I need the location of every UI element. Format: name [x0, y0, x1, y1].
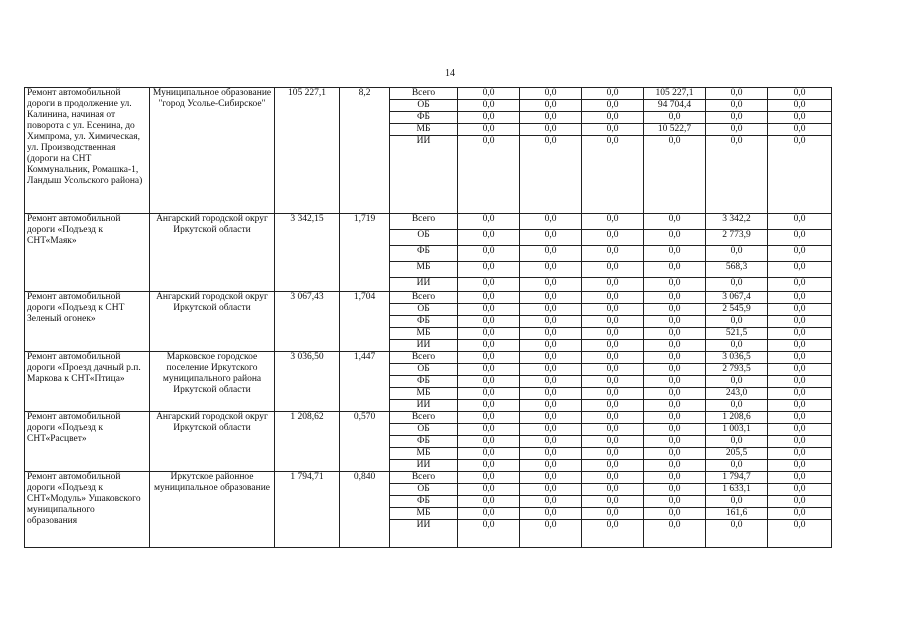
amount-cell: 0,0: [644, 316, 706, 328]
funding-source-label: МБ: [390, 124, 458, 136]
amount-cell: 0,0: [520, 508, 582, 520]
project-organization: Ангарский городской округ Иркутской области: [150, 412, 275, 472]
amount-cell: 0,0: [768, 340, 832, 352]
amount-cell: 0,0: [520, 100, 582, 112]
amount-cell: 0,0: [582, 136, 644, 214]
amount-cell: 0,0: [582, 124, 644, 136]
amount-cell: 0,0: [582, 376, 644, 388]
amount-cell: 0,0: [644, 460, 706, 472]
amount-cell: 0,0: [644, 508, 706, 520]
amount-cell: 0,0: [768, 424, 832, 436]
amount-cell: 0,0: [458, 352, 520, 364]
amount-cell: 0,0: [768, 124, 832, 136]
amount-cell: 0,0: [644, 484, 706, 496]
amount-cell: 0,0: [644, 472, 706, 484]
amount-cell: 0,0: [644, 112, 706, 124]
amount-cell: 0,0: [768, 136, 832, 214]
amount-cell: 0,0: [768, 484, 832, 496]
amount-cell: 0,0: [582, 278, 644, 292]
amount-cell: 0,0: [520, 388, 582, 400]
amount-cell: 0,0: [582, 388, 644, 400]
amount-cell: 0,0: [458, 376, 520, 388]
funding-table: [24, 87, 832, 548]
project-cost: 3 067,43: [275, 292, 340, 352]
amount-cell: 0,0: [768, 448, 832, 460]
funding-source-label: Всего: [390, 214, 458, 230]
amount-cell: 2 773,9: [706, 230, 768, 246]
funding-source-label: ИИ: [390, 340, 458, 352]
amount-cell: 0,0: [582, 292, 644, 304]
project-description: Ремонт автомобильной дороги «Проезд дачный р.п. Маркова к СНТ«Птица»: [25, 352, 150, 412]
amount-cell: 0,0: [458, 448, 520, 460]
project-organization: Иркутское районное муниципальное образование: [150, 472, 275, 548]
amount-cell: 0,0: [458, 230, 520, 246]
amount-cell: 0,0: [582, 520, 644, 548]
amount-cell: 0,0: [768, 304, 832, 316]
amount-cell: 0,0: [768, 292, 832, 304]
amount-cell: 0,0: [768, 376, 832, 388]
amount-cell: 0,0: [768, 328, 832, 340]
amount-cell: 521,5: [706, 328, 768, 340]
table-row: [25, 214, 832, 230]
amount-cell: 0,0: [582, 262, 644, 278]
amount-cell: 3 036,5: [706, 352, 768, 364]
amount-cell: 568,3: [706, 262, 768, 278]
amount-cell: 0,0: [644, 388, 706, 400]
amount-cell: 0,0: [520, 364, 582, 376]
amount-cell: 0,0: [520, 292, 582, 304]
funding-source-label: ФБ: [390, 316, 458, 328]
amount-cell: 0,0: [520, 214, 582, 230]
amount-cell: 0,0: [644, 246, 706, 262]
amount-cell: 0,0: [768, 520, 832, 548]
amount-cell: 3 342,2: [706, 214, 768, 230]
project-description: Ремонт автомобильной дороги в продолжение ул. Калинина, начиная от поворота с ул. Есенина, до Химпрома, ул. Химическая, ул. Производственная (дороги на СНТ Коммунальник, Ромашка-1, Ландыш Усольского района): [25, 88, 150, 214]
amount-cell: 0,0: [458, 112, 520, 124]
amount-cell: 0,0: [458, 316, 520, 328]
amount-cell: 0,0: [458, 100, 520, 112]
amount-cell: 0,0: [582, 112, 644, 124]
amount-cell: 0,0: [768, 508, 832, 520]
amount-cell: 0,0: [644, 230, 706, 246]
amount-cell: 0,0: [644, 436, 706, 448]
project-organization: Ангарский городской округ Иркутской области: [150, 292, 275, 352]
page-number: 14: [445, 68, 455, 79]
amount-cell: 2 793,5: [706, 364, 768, 376]
amount-cell: 0,0: [458, 214, 520, 230]
amount-cell: 0,0: [644, 400, 706, 412]
amount-cell: 0,0: [706, 496, 768, 508]
project-cost: 1 794,71: [275, 472, 340, 548]
amount-cell: 0,0: [644, 136, 706, 214]
funding-source-label: ИИ: [390, 460, 458, 472]
funding-source-label: МБ: [390, 388, 458, 400]
amount-cell: 0,0: [582, 100, 644, 112]
amount-cell: 0,0: [644, 364, 706, 376]
amount-cell: 0,0: [520, 520, 582, 548]
amount-cell: 0,0: [644, 214, 706, 230]
amount-cell: 1 633,1: [706, 484, 768, 496]
amount-cell: 0,0: [768, 278, 832, 292]
amount-cell: 0,0: [768, 460, 832, 472]
amount-cell: 0,0: [458, 246, 520, 262]
amount-cell: 0,0: [706, 376, 768, 388]
amount-cell: 0,0: [706, 278, 768, 292]
amount-cell: 0,0: [520, 436, 582, 448]
amount-cell: 0,0: [768, 364, 832, 376]
amount-cell: 0,0: [644, 262, 706, 278]
amount-cell: 0,0: [644, 520, 706, 548]
amount-cell: 0,0: [458, 436, 520, 448]
table-row: [25, 412, 832, 424]
amount-cell: 0,0: [582, 214, 644, 230]
amount-cell: 0,0: [768, 352, 832, 364]
amount-cell: 0,0: [768, 214, 832, 230]
amount-cell: 161,6: [706, 508, 768, 520]
amount-cell: 0,0: [706, 124, 768, 136]
amount-cell: 1 208,6: [706, 412, 768, 424]
amount-cell: 0,0: [458, 278, 520, 292]
amount-cell: 0,0: [458, 484, 520, 496]
amount-cell: 0,0: [520, 230, 582, 246]
funding-source-label: Всего: [390, 352, 458, 364]
funding-source-label: ОБ: [390, 484, 458, 496]
table-row: [25, 88, 832, 100]
amount-cell: 0,0: [768, 230, 832, 246]
amount-cell: 0,0: [768, 246, 832, 262]
project-length: 1,704: [340, 292, 390, 352]
amount-cell: 0,0: [644, 340, 706, 352]
amount-cell: 0,0: [520, 448, 582, 460]
amount-cell: 0,0: [768, 496, 832, 508]
amount-cell: 0,0: [520, 376, 582, 388]
funding-source-label: ФБ: [390, 496, 458, 508]
funding-source-label: ФБ: [390, 436, 458, 448]
amount-cell: 0,0: [768, 388, 832, 400]
amount-cell: 0,0: [520, 352, 582, 364]
funding-source-label: ОБ: [390, 100, 458, 112]
amount-cell: 0,0: [582, 424, 644, 436]
amount-cell: 0,0: [520, 484, 582, 496]
amount-cell: 0,0: [582, 436, 644, 448]
amount-cell: 0,0: [582, 230, 644, 246]
amount-cell: 10 522,7: [644, 124, 706, 136]
amount-cell: 0,0: [644, 328, 706, 340]
amount-cell: 0,0: [520, 328, 582, 340]
project-description: Ремонт автомобильной дороги «Подъезд к СНТ Зеленый огонек»: [25, 292, 150, 352]
amount-cell: 0,0: [458, 304, 520, 316]
amount-cell: 0,0: [582, 448, 644, 460]
project-length: 1,447: [340, 352, 390, 412]
project-cost: 3 342,15: [275, 214, 340, 292]
amount-cell: 0,0: [768, 262, 832, 278]
amount-cell: 0,0: [520, 124, 582, 136]
amount-cell: 0,0: [520, 278, 582, 292]
amount-cell: 0,0: [458, 424, 520, 436]
amount-cell: 0,0: [458, 124, 520, 136]
funding-source-label: ИИ: [390, 136, 458, 214]
amount-cell: 0,0: [706, 100, 768, 112]
amount-cell: 0,0: [582, 364, 644, 376]
amount-cell: 0,0: [582, 316, 644, 328]
table-row: [25, 472, 832, 484]
amount-cell: 0,0: [458, 508, 520, 520]
amount-cell: 0,0: [644, 496, 706, 508]
amount-cell: 94 704,4: [644, 100, 706, 112]
amount-cell: 3 067,4: [706, 292, 768, 304]
amount-cell: 0,0: [458, 136, 520, 214]
project-length: 1,719: [340, 214, 390, 292]
amount-cell: 0,0: [520, 496, 582, 508]
amount-cell: 0,0: [520, 340, 582, 352]
amount-cell: 0,0: [458, 88, 520, 100]
amount-cell: 0,0: [458, 328, 520, 340]
amount-cell: 0,0: [520, 472, 582, 484]
amount-cell: 0,0: [706, 88, 768, 100]
amount-cell: 0,0: [582, 484, 644, 496]
amount-cell: 0,0: [520, 262, 582, 278]
table-row: [25, 292, 832, 304]
amount-cell: 0,0: [520, 112, 582, 124]
amount-cell: 0,0: [644, 352, 706, 364]
amount-cell: 0,0: [458, 364, 520, 376]
funding-source-label: МБ: [390, 328, 458, 340]
amount-cell: 0,0: [706, 340, 768, 352]
amount-cell: 0,0: [768, 472, 832, 484]
amount-cell: 0,0: [582, 88, 644, 100]
project-description: Ремонт автомобильной дороги «Подъезд к СНТ«Маяк»: [25, 214, 150, 292]
amount-cell: 0,0: [520, 304, 582, 316]
amount-cell: 243,0: [706, 388, 768, 400]
amount-cell: 0,0: [582, 352, 644, 364]
amount-cell: 0,0: [458, 460, 520, 472]
amount-cell: 0,0: [582, 246, 644, 262]
funding-source-label: ОБ: [390, 304, 458, 316]
amount-cell: 0,0: [768, 436, 832, 448]
project-length: 0,840: [340, 472, 390, 548]
amount-cell: 0,0: [706, 316, 768, 328]
funding-source-label: Всего: [390, 472, 458, 484]
amount-cell: 0,0: [520, 424, 582, 436]
funding-source-label: ОБ: [390, 424, 458, 436]
amount-cell: 0,0: [768, 316, 832, 328]
funding-source-label: МБ: [390, 262, 458, 278]
project-cost: 1 208,62: [275, 412, 340, 472]
funding-source-label: ФБ: [390, 112, 458, 124]
funding-source-label: ОБ: [390, 230, 458, 246]
amount-cell: 0,0: [520, 400, 582, 412]
funding-source-label: МБ: [390, 448, 458, 460]
amount-cell: 0,0: [644, 292, 706, 304]
amount-cell: 0,0: [582, 412, 644, 424]
funding-source-label: Всего: [390, 292, 458, 304]
amount-cell: 0,0: [706, 246, 768, 262]
amount-cell: 0,0: [458, 262, 520, 278]
project-description: Ремонт автомобильной дороги «Подъезд к СНТ«Расцвет»: [25, 412, 150, 472]
project-cost: 105 227,1: [275, 88, 340, 214]
amount-cell: 0,0: [582, 340, 644, 352]
project-description: Ремонт автомобильной дороги «Подъезд к СНТ«Модуль» Ушаковского муниципального образования: [25, 472, 150, 548]
funding-source-label: ФБ: [390, 246, 458, 262]
funding-source-label: ФБ: [390, 376, 458, 388]
amount-cell: 0,0: [458, 496, 520, 508]
amount-cell: 0,0: [768, 412, 832, 424]
amount-cell: 0,0: [644, 278, 706, 292]
funding-source-label: МБ: [390, 508, 458, 520]
amount-cell: 0,0: [706, 112, 768, 124]
project-cost: 3 036,50: [275, 352, 340, 412]
amount-cell: 0,0: [520, 316, 582, 328]
amount-cell: 0,0: [768, 400, 832, 412]
funding-source-label: ИИ: [390, 278, 458, 292]
project-organization: Марковское городское поселение Иркутского муниципального района Иркутской области: [150, 352, 275, 412]
amount-cell: 0,0: [582, 460, 644, 472]
amount-cell: 0,0: [582, 304, 644, 316]
amount-cell: 2 545,9: [706, 304, 768, 316]
amount-cell: 0,0: [520, 412, 582, 424]
amount-cell: 0,0: [706, 460, 768, 472]
amount-cell: 0,0: [644, 376, 706, 388]
amount-cell: 0,0: [458, 520, 520, 548]
amount-cell: 0,0: [706, 520, 768, 548]
amount-cell: 0,0: [520, 136, 582, 214]
amount-cell: 0,0: [644, 424, 706, 436]
amount-cell: 0,0: [458, 292, 520, 304]
amount-cell: 0,0: [582, 400, 644, 412]
amount-cell: 0,0: [458, 340, 520, 352]
amount-cell: 0,0: [582, 496, 644, 508]
amount-cell: 0,0: [520, 88, 582, 100]
amount-cell: 0,0: [458, 472, 520, 484]
amount-cell: 1 794,7: [706, 472, 768, 484]
project-length: 8,2: [340, 88, 390, 214]
amount-cell: 0,0: [768, 100, 832, 112]
amount-cell: 1 003,1: [706, 424, 768, 436]
table-row: [25, 352, 832, 364]
amount-cell: 0,0: [706, 136, 768, 214]
amount-cell: 205,5: [706, 448, 768, 460]
amount-cell: 0,0: [458, 388, 520, 400]
amount-cell: 0,0: [582, 508, 644, 520]
amount-cell: 0,0: [706, 400, 768, 412]
funding-source-label: ИИ: [390, 520, 458, 548]
amount-cell: 0,0: [768, 112, 832, 124]
amount-cell: 0,0: [644, 448, 706, 460]
project-organization: Ангарский городской округ Иркутской области: [150, 214, 275, 292]
funding-source-label: Всего: [390, 412, 458, 424]
amount-cell: 0,0: [706, 436, 768, 448]
amount-cell: 0,0: [644, 304, 706, 316]
amount-cell: 0,0: [768, 88, 832, 100]
amount-cell: 0,0: [582, 328, 644, 340]
amount-cell: 0,0: [458, 400, 520, 412]
amount-cell: 0,0: [644, 412, 706, 424]
amount-cell: 0,0: [520, 460, 582, 472]
funding-source-label: Всего: [390, 88, 458, 100]
amount-cell: 105 227,1: [644, 88, 706, 100]
amount-cell: 0,0: [520, 246, 582, 262]
project-organization: Муниципальное образование "город Усолье-Сибирское": [150, 88, 275, 214]
amount-cell: 0,0: [458, 412, 520, 424]
amount-cell: 0,0: [582, 472, 644, 484]
funding-source-label: ОБ: [390, 364, 458, 376]
project-length: 0,570: [340, 412, 390, 472]
funding-source-label: ИИ: [390, 400, 458, 412]
